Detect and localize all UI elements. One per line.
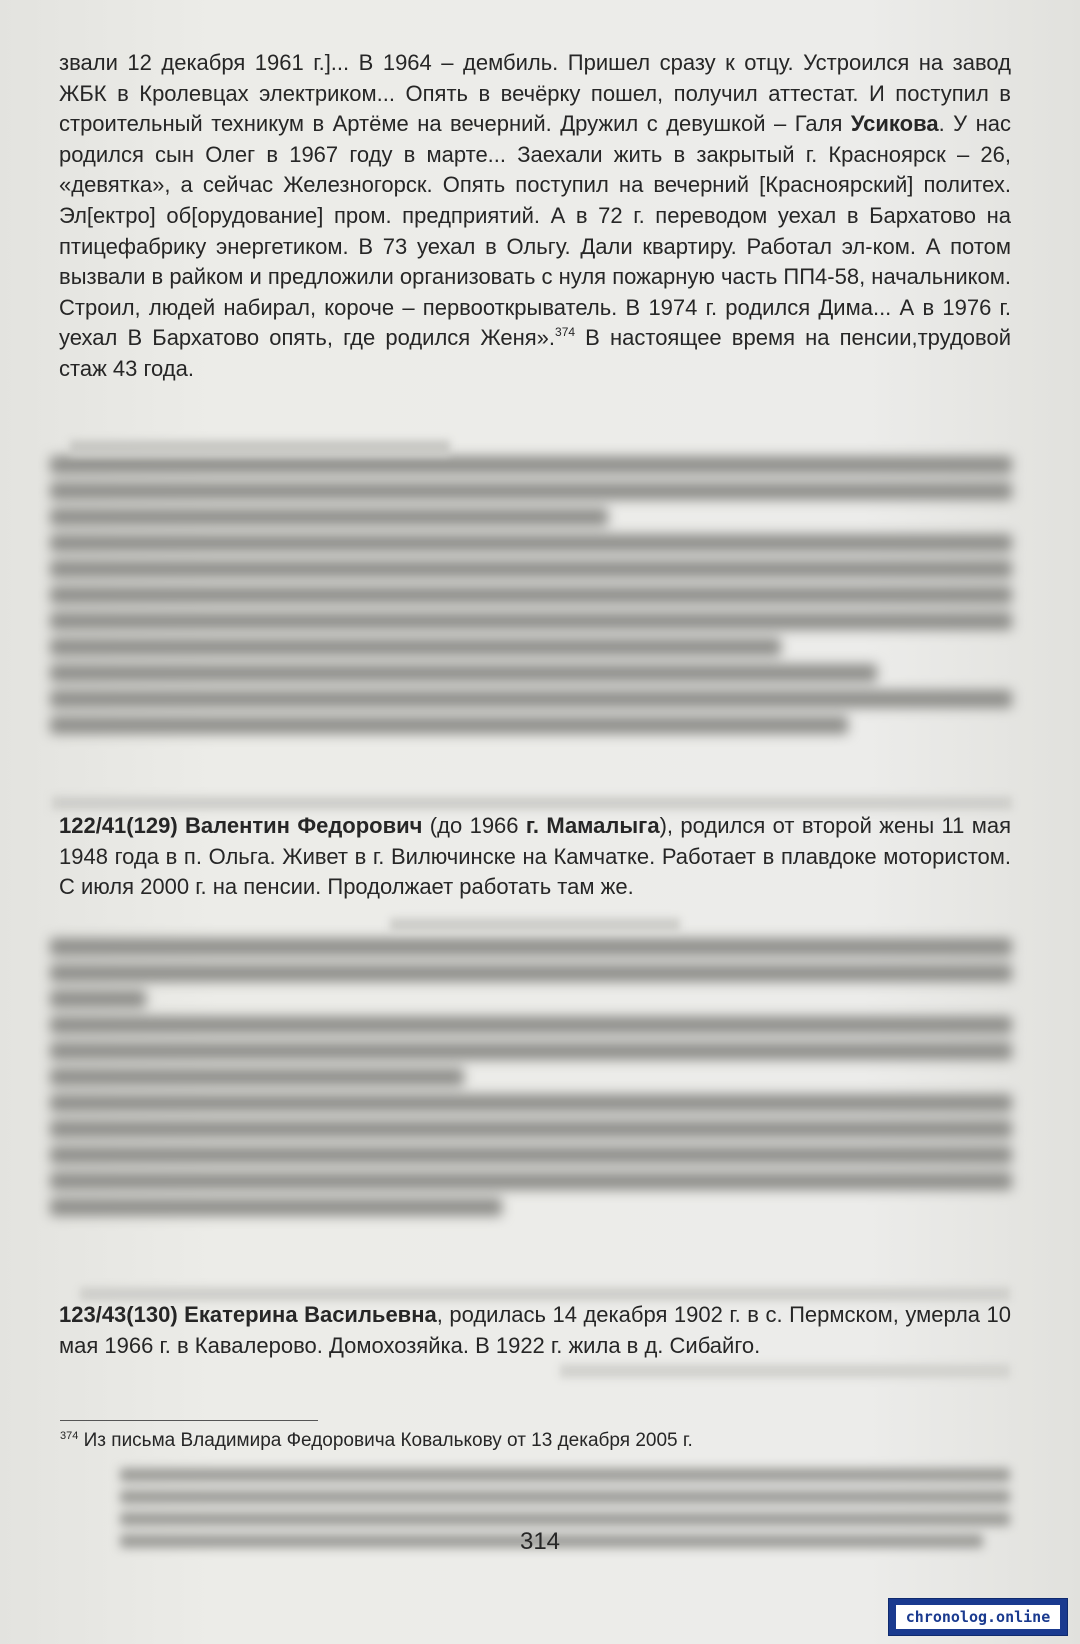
footnote-reference[interactable]: 374	[555, 325, 576, 340]
bleed-through-text	[52, 796, 1012, 810]
person-entry-122	[59, 811, 1011, 903]
bold-surname: г. Мамалыга	[525, 813, 660, 838]
watermark-logo[interactable]	[888, 1598, 1068, 1636]
paragraph-continuation	[59, 48, 1011, 385]
footnote-374	[60, 1428, 1010, 1454]
paragraph-text: В настоящее время на пенсии,трудовой стаж 43 года.	[59, 325, 1011, 381]
blurred-text-region	[50, 930, 1012, 1221]
footnote-text: Из письма Владимира Федоровича Ковалькову от 13 декабря 2005 г.	[78, 1430, 693, 1451]
watermark-text: chronolog.online	[896, 1605, 1060, 1629]
paragraph-text: . У нас родился сын Олег в 1967 году в марте... Заехали жить в закрытый г. Красноярск – 26, «девятка», а сейчас Железногорск. Опять поступил на вечерний [Красноярский] политех. Эл[ектро] об[орудование] пром. предприятий. А в 72 г. переводом уехал в Бархатово на птицефабрику энергетиком. В 73 уехал в Ольгу. Дали квартиру. Работал эл-ком. А потом вызвали в райком и предложили организовать с нуля пожарную часть ПП4-58, начальником. Строил, людей набирал, короче – первооткрыватель. В 1974 г. родился Дима... А в 1976 г. уехал В Бархатово опять, где родился Женя».	[59, 111, 1011, 351]
bleed-through-text	[390, 918, 680, 932]
paragraph-text: ), родился от второй жены 11 мая 1948 года в п. Ольга. Живет в г. Вилючинске на Камчатке. Работает в плавдоке мотористом. С июля 2000 г. на пенсии. Продолжает работать там же.	[59, 813, 1012, 900]
entry-id-name: 122/41(129) Валентин Федорович	[59, 813, 423, 838]
bold-surname: Усикова	[850, 111, 939, 137]
bleed-through-text	[80, 1287, 1010, 1301]
page-number: 314	[519, 1528, 561, 1555]
person-entry-123	[59, 1300, 1011, 1361]
entry-id-name: 123/43(130) Екатерина Васильевна	[59, 1302, 437, 1327]
bleed-through-text	[560, 1364, 1010, 1378]
paragraph-text: , родилась 14 декабря 1902 г. в с. Пермском, умерла 10 мая 1966 г. в Кавалерово. Домохозяйка. В 1922 г. жила в д. Сибайго.	[59, 1302, 1011, 1358]
footnote-divider	[60, 1420, 318, 1421]
paragraph-text: (до 1966	[422, 813, 526, 838]
paragraph-text: звали 12 декабря 1961 г.]... В 1964 – дембиль. Пришел сразу к отцу. Устроился на завод ЖБК в Кролевцах электриком... Опять в вечёрку пошел, получил аттестат. И поступил в строительный техникум в Артёме на вечерний. Дружил с девушкой – Галя	[59, 50, 1011, 137]
footnote-number: 374	[60, 1430, 79, 1442]
blurred-text-region	[50, 448, 1012, 739]
bleed-through-text	[70, 440, 450, 456]
